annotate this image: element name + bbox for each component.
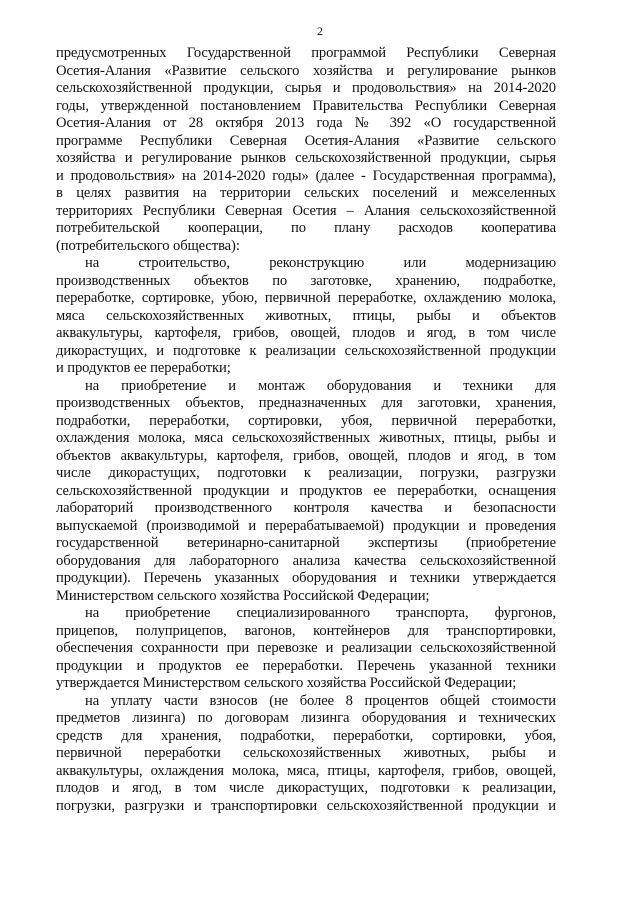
text-line: оборудования для лабораторного анализа качества сельскохозяйственной xyxy=(56,552,556,569)
text-line: объектов аквакультуры, картофеля, грибов, овощей, плодов и ягод, в том xyxy=(56,447,556,464)
text-line: на приобретение специализированного транспорта, фургонов, xyxy=(85,605,556,621)
text-line: Осетия-Алания от 28 октября 2013 года № 392 «О государственной xyxy=(56,115,556,131)
text-line: на приобретение и монтаж оборудования и техники для xyxy=(85,377,556,394)
text-line: продукции и продуктов ее переработки. Перечень указанной техники xyxy=(56,657,556,674)
text-line: хозяйства и регулирование рынков сельскохозяйственной продукции, сырья xyxy=(56,150,556,166)
text-line: потребительской кооперации, по плану расходов кооператива xyxy=(56,220,556,236)
text-line: и продуктов ее переработки; xyxy=(56,360,231,376)
text-line: на строительство, реконструкцию или модернизацию xyxy=(85,255,556,271)
text-line: аквакультуры, картофеля, грибов, овощей, плодов и ягод, в том числе xyxy=(56,325,556,341)
text-line: Осетия-Алания «Развитие сельского хозяйства и регулирование рынков xyxy=(56,62,556,79)
text-line: дикорастущих, и подготовке к реализации сельскохозяйственной продукции xyxy=(56,342,556,359)
text-line: подработки, переработки, сортировки, убоя, первичной переработки, xyxy=(56,412,556,429)
text-line: территориях Республики Северная Осетия – Алания сельскохозяйственной xyxy=(56,202,556,219)
text-line: Министерством сельского хозяйства Российской Федерации; xyxy=(56,587,430,604)
text-line: государственной ветеринарно-санитарной экспертизы (приобретение xyxy=(56,535,556,551)
text-line: первичной переработки сельскохозяйственных животных, рыбы и xyxy=(56,745,556,761)
text-line: (потребительского общества): xyxy=(56,237,240,254)
text-line: и продовольствия» на 2014-2020 годы» (далее - Государственная программа), xyxy=(56,167,556,184)
text-line: продукции). Перечень указанных оборудования и техники утверждается xyxy=(56,570,556,586)
text-line: обеспечения сохранности при перевозке и реализации сельскохозяйственной xyxy=(56,640,556,656)
text-line: сельскохозяйственной продукции, сырья и продовольствия» на 2014-2020 xyxy=(56,80,556,96)
text-line: прицепов, полуприцепов, вагонов, контейнеров для транспортировки, xyxy=(56,622,556,639)
text-line: числе дикорастущих, подготовки к реализации, погрузки, разгрузки xyxy=(56,465,556,481)
text-line: переработке, сортировке, убою, первичной переработке, охлаждению молока, xyxy=(56,290,556,306)
text-line: годы, утвержденной постановлением Правительства Республики Северная xyxy=(56,97,556,114)
text-line: выпускаемой (производимой и перерабатываемой) продукции и проведения xyxy=(56,517,556,534)
text-line: лабораторий производственного контроля качества и безопасности xyxy=(56,500,556,516)
text-line: аквакультуры, охлаждения молока, мяса, птицы, картофеля, грибов, овощей, xyxy=(56,762,556,779)
text-line: программе Республики Северная Осетия-Алания «Развитие сельского xyxy=(56,132,556,149)
text-line: производственных объектов по заготовке, хранению, подработке, xyxy=(56,272,556,289)
page-number: 2 xyxy=(317,24,323,38)
text-line: плодов и ягод, в том числе дикорастущих, подготовки к реализации, xyxy=(56,780,556,796)
text-line: в целях развития на территории сельских поселений и межселенных xyxy=(56,185,556,201)
text-line: предусмотренных Государственной программой Республики Северная xyxy=(56,45,556,61)
text-line: сельскохозяйственной продукции и продуктов ее переработки, оснащения xyxy=(56,482,556,499)
text-line: охлаждения молока, мяса сельскохозяйственных животных, птицы, рыбы и xyxy=(56,430,556,446)
text-line: утверждается Министерством сельского хозяйства Российской Федерации; xyxy=(56,675,517,691)
text-line: предметов лизинга) по договорам лизинга оборудования и технических xyxy=(56,710,556,726)
text-line: погрузки, разгрузки и транспортировки сельскохозяйственной продукции и xyxy=(56,797,556,814)
text-line: мяса сельскохозяйственных животных, птицы, рыбы и объектов xyxy=(56,307,556,324)
document-body xyxy=(56,45,556,815)
text-line: на уплату части взносов (не более 8 процентов общей стоимости xyxy=(85,692,556,709)
text-line: средств для хранения, подработки, переработки, сортировки, убоя, xyxy=(56,727,556,744)
text-line: производственных объектов, предназначенных для заготовки, хранения, xyxy=(56,395,556,411)
